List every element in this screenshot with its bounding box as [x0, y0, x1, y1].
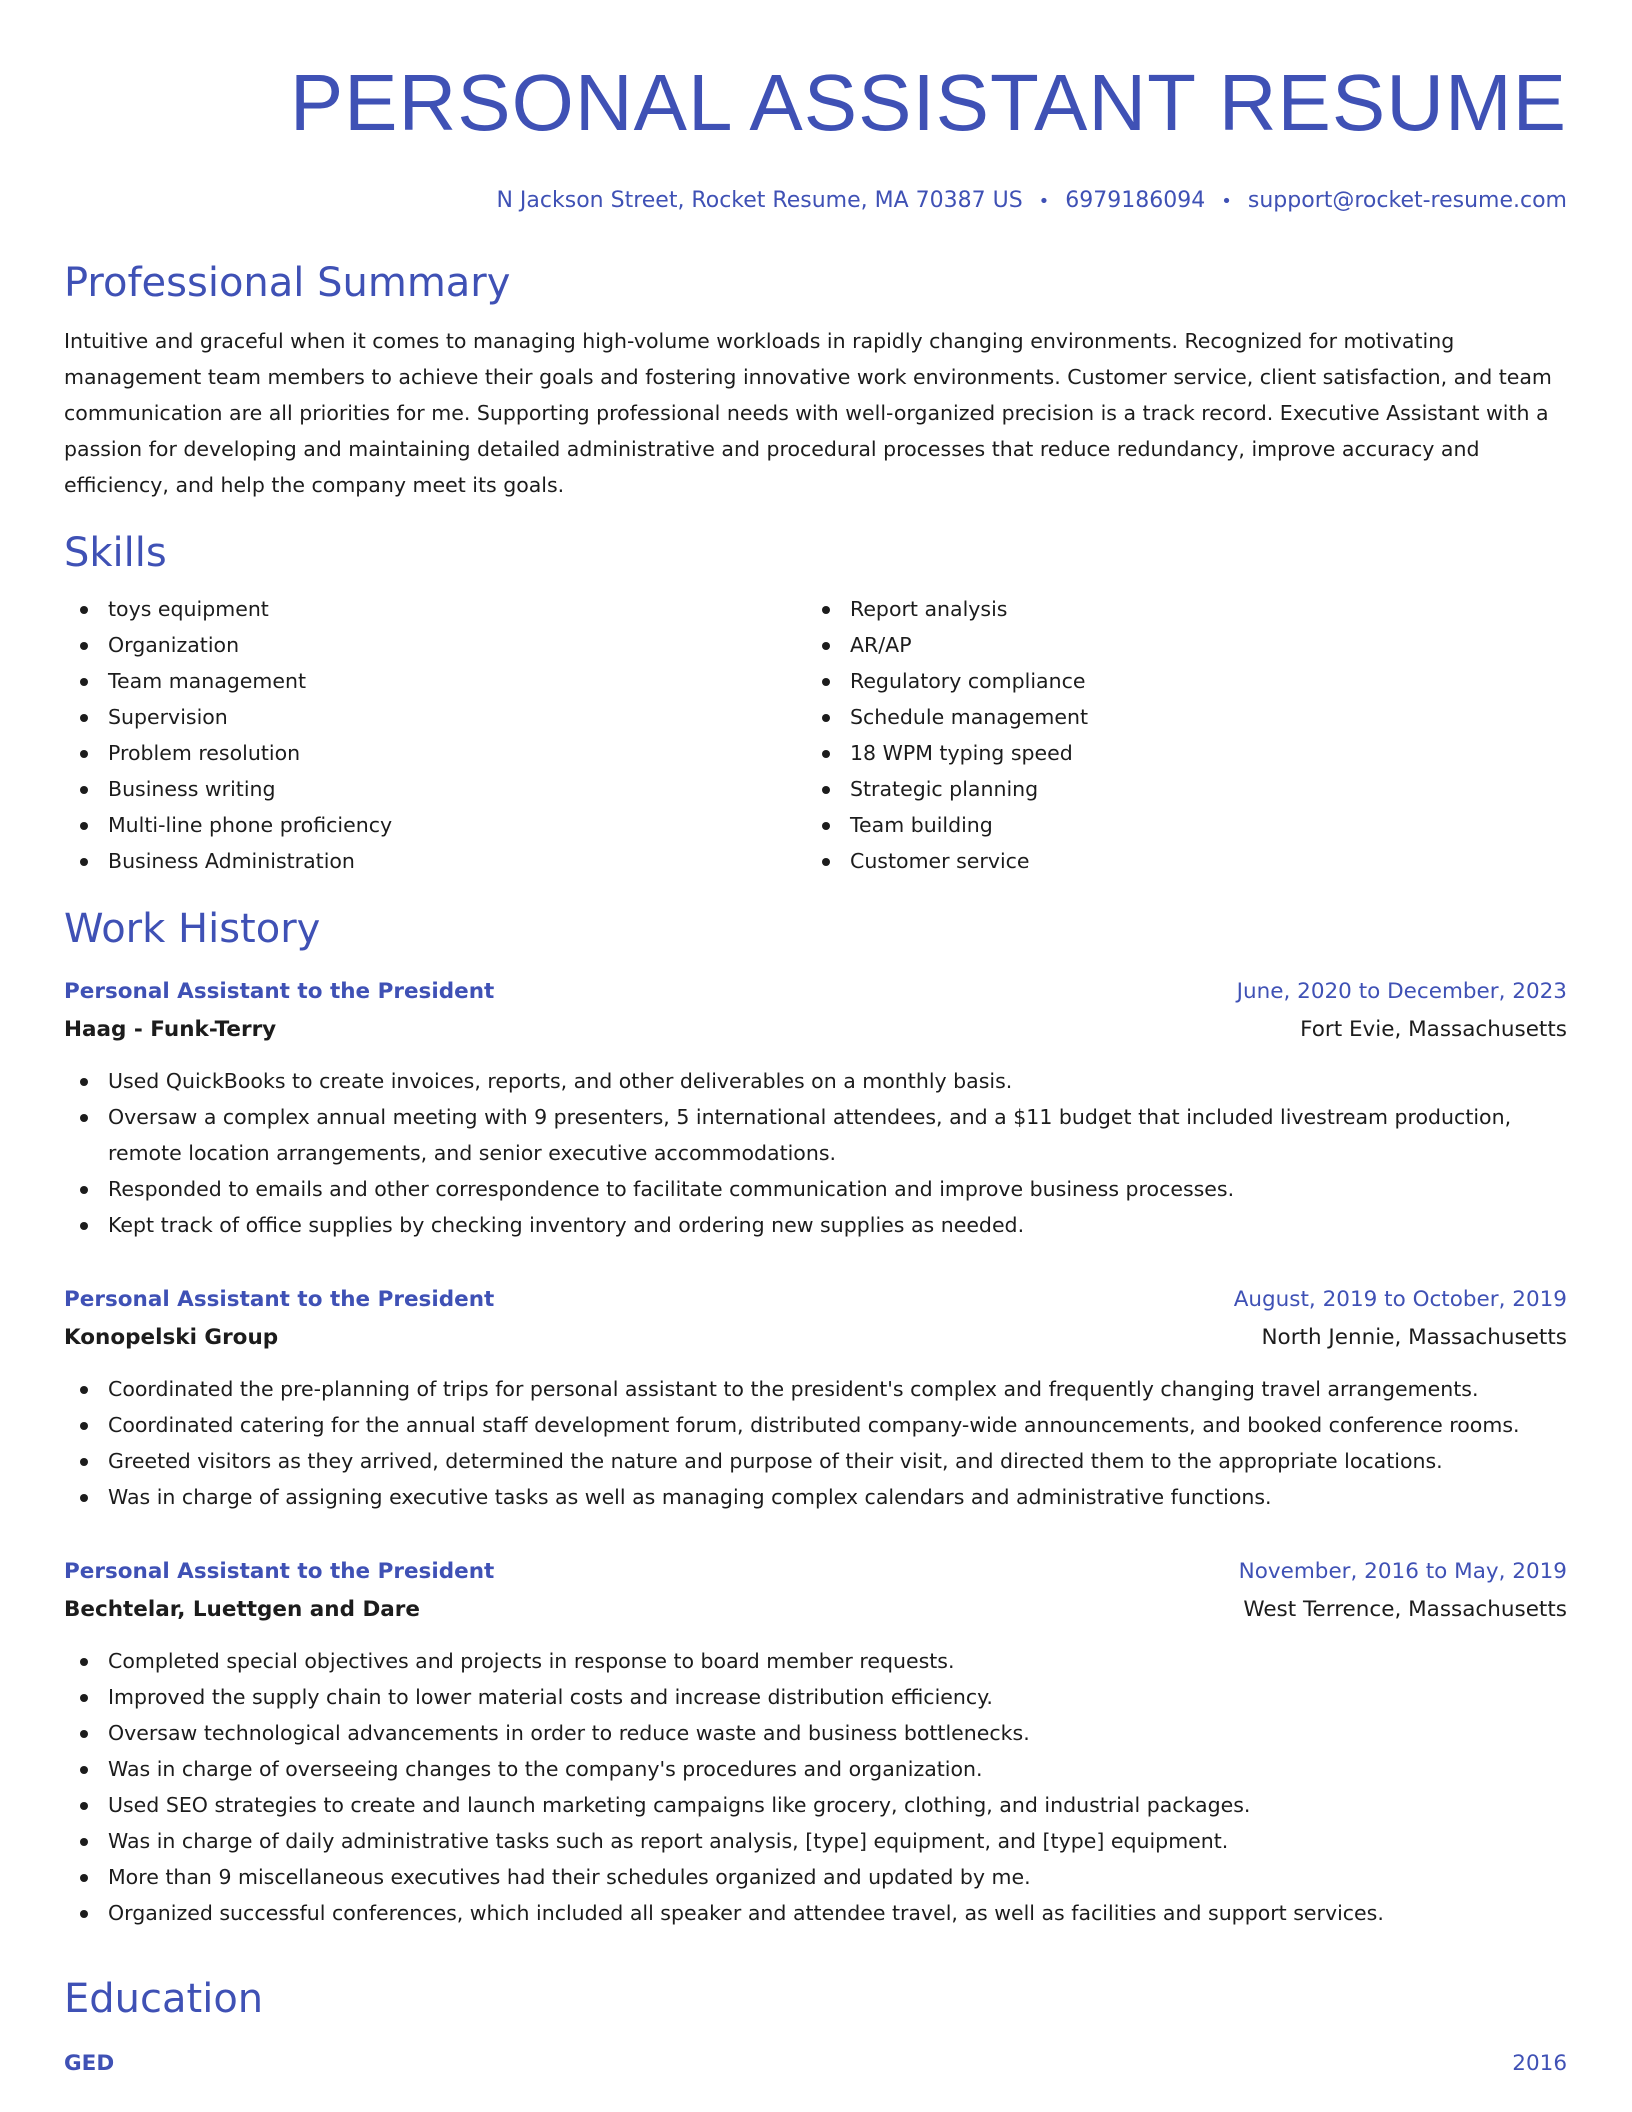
- education-heading: Education: [64, 1976, 264, 2022]
- job-location: West Terrence, Massachusetts: [1243, 1597, 1567, 1622]
- contact-line: [64, 186, 1567, 217]
- job-header-row: [64, 1553, 1567, 1591]
- education-year: 2016: [1512, 2051, 1567, 2076]
- contact-phone: 6979186094: [1065, 188, 1206, 213]
- job-bullet: Completed special objectives and projects in response to board member requests.: [64, 1643, 1567, 1679]
- skills-column-right: [806, 591, 1548, 879]
- skill-item: Organization: [64, 627, 806, 663]
- job-entry: [64, 1553, 1567, 1931]
- contact-address: N Jackson Street, Rocket Resume, MA 70387 US: [496, 188, 1023, 213]
- job-dates: November, 2016 to May, 2019: [1238, 1559, 1567, 1584]
- job-header-row: [64, 1281, 1567, 1319]
- education-degree: GED: [64, 2051, 115, 2076]
- job-bullet: Coordinated catering for the annual staff development forum, distributed company-wide announcements, and booked conference rooms.: [64, 1407, 1567, 1443]
- job-bullets: [64, 1371, 1567, 1515]
- job-bullet: Was in charge of assigning executive tasks as well as managing complex calendars and administrative functions.: [64, 1479, 1567, 1515]
- job-entry: [64, 1281, 1567, 1515]
- job-company: Konopelski Group: [64, 1325, 279, 1350]
- job-bullet: Greeted visitors as they arrived, determined the nature and purpose of their visit, and directed them to the appropriate locations.: [64, 1443, 1567, 1479]
- job-company-row: [64, 1011, 1567, 1049]
- summary-text: Intuitive and graceful when it comes to managing high-volume workloads in rapidly changing environments. Recognized for motivating management team members to achieve their goals and fostering innovative work environments. Customer service, client satisfaction, and team communication are all priorities for me. Supporting professional needs with well-organized precision is a track record. Executive Assistant with a passion for developing and maintaining detailed administrative and procedural processes that reduce redundancy, improve accuracy and efficiency, and help the company meet its goals.: [64, 329, 1552, 497]
- skill-item: Regulatory compliance: [806, 663, 1548, 699]
- skill-item: toys equipment: [64, 591, 806, 627]
- skill-item: Team management: [64, 663, 806, 699]
- job-company: Bechtelar, Luettgen and Dare: [64, 1597, 420, 1622]
- job-entry: [64, 973, 1567, 1243]
- resume-header: [64, 60, 1567, 217]
- education-row: [64, 2045, 1567, 2083]
- job-title: Personal Assistant to the President: [64, 979, 495, 1004]
- job-dates: August, 2019 to October, 2019: [1233, 1287, 1567, 1312]
- job-company-row: [64, 1591, 1567, 1629]
- job-bullet: Was in charge of overseeing changes to the company's procedures and organization.: [64, 1751, 1567, 1787]
- job-title: Personal Assistant to the President: [64, 1559, 495, 1584]
- job-location: Fort Evie, Massachusetts: [1300, 1017, 1567, 1042]
- skill-item: Team building: [806, 807, 1548, 843]
- job-bullet: Used QuickBooks to create invoices, reports, and other deliverables on a monthly basis.: [64, 1063, 1567, 1099]
- job-bullets: [64, 1063, 1567, 1243]
- job-header-row: [64, 973, 1567, 1011]
- job-bullet: Improved the supply chain to lower material costs and increase distribution efficiency.: [64, 1679, 1567, 1715]
- job-bullets: [64, 1643, 1567, 1931]
- job-bullet: Was in charge of daily administrative tasks such as report analysis, [type] equipment, and [type] equipment.: [64, 1823, 1567, 1859]
- skill-item: Report analysis: [806, 591, 1548, 627]
- skill-item: Business Administration: [64, 843, 806, 879]
- skill-item: 18 WPM typing speed: [806, 735, 1548, 771]
- work-history-heading: Work History: [64, 906, 321, 952]
- job-location: North Jennie, Massachusetts: [1261, 1325, 1567, 1350]
- job-bullet: Coordinated the pre-planning of trips for personal assistant to the president's complex and frequently changing travel arrangements.: [64, 1371, 1567, 1407]
- resume-name: PERSONAL ASSISTANT RESUME: [289, 58, 1567, 147]
- skill-item: Strategic planning: [806, 771, 1548, 807]
- skill-item: Supervision: [64, 699, 806, 735]
- skills-heading: Skills: [64, 530, 167, 576]
- skill-item: Business writing: [64, 771, 806, 807]
- job-bullet: Responded to emails and other correspondence to facilitate communication and improve business processes.: [64, 1171, 1567, 1207]
- job-bullet: Used SEO strategies to create and launch marketing campaigns like grocery, clothing, and industrial packages.: [64, 1787, 1567, 1823]
- skill-item: Multi-line phone proficiency: [64, 807, 806, 843]
- job-company: Haag - Funk-Terry: [64, 1017, 277, 1042]
- contact-email[interactable]: support@rocket-resume.com: [1247, 188, 1567, 213]
- skill-item: Schedule management: [806, 699, 1548, 735]
- job-bullet: More than 9 miscellaneous executives had their schedules organized and updated by me.: [64, 1859, 1567, 1895]
- resume-page: [64, 0, 1567, 2083]
- skill-item: AR/AP: [806, 627, 1548, 663]
- skill-item: Problem resolution: [64, 735, 806, 771]
- skill-item: Customer service: [806, 843, 1548, 879]
- contact-separator: •: [1038, 191, 1050, 212]
- job-bullet: Oversaw technological advancements in order to reduce waste and business bottlenecks.: [64, 1715, 1567, 1751]
- skills-column-left: [64, 591, 806, 879]
- job-bullet: Organized successful conferences, which included all speaker and attendee travel, as well as facilities and support services.: [64, 1895, 1567, 1931]
- job-bullet: Kept track of office supplies by checking inventory and ordering new supplies as needed.: [64, 1207, 1567, 1243]
- contact-separator: •: [1221, 191, 1232, 212]
- job-dates: June, 2020 to December, 2023: [1236, 979, 1567, 1004]
- skills-list: [64, 591, 1567, 879]
- job-title: Personal Assistant to the President: [64, 1287, 495, 1312]
- summary-heading: Professional Summary: [64, 260, 511, 306]
- job-bullet: Oversaw a complex annual meeting with 9 presenters, 5 international attendees, and a $11 budget that included livestream production, remote location arrangements, and senior executive accommodations.: [64, 1099, 1567, 1171]
- job-company-row: [64, 1319, 1567, 1357]
